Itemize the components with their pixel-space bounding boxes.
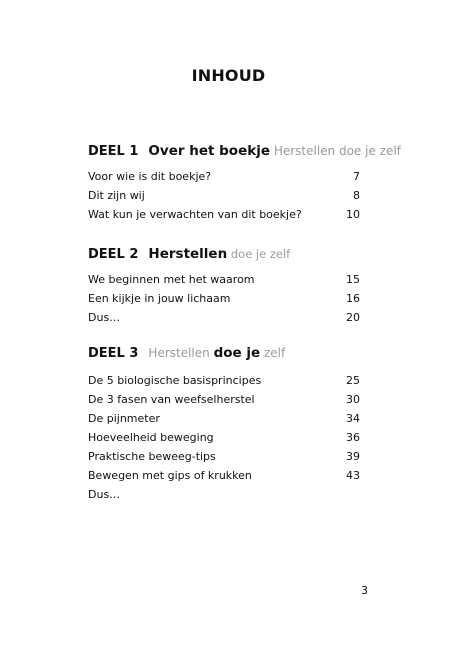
- toc-entry-page: 36: [346, 431, 360, 444]
- toc-entry-page: 25: [346, 374, 360, 387]
- section-number: DEEL 3: [88, 346, 139, 361]
- toc-entry-page: 15: [346, 273, 360, 286]
- toc-entry-page: 16: [346, 292, 360, 305]
- section-title: [148, 143, 400, 159]
- section-title: [148, 246, 290, 262]
- toc-entry-page: 8: [353, 189, 360, 202]
- toc-section-2: [88, 246, 360, 327]
- section-number: DEEL 2: [88, 247, 139, 262]
- toc-entry-label: Praktische beweeg-tips: [88, 450, 216, 463]
- toc-entry[interactable]: [88, 466, 360, 485]
- toc-entry-label: Dit zijn wij: [88, 189, 145, 202]
- toc-entry[interactable]: [88, 485, 360, 504]
- toc-entry-label: Hoeveelheid beweging: [88, 431, 214, 444]
- toc-entry-label: De 3 fasen van weefselherstel: [88, 393, 255, 406]
- toc-entry-page: 34: [346, 412, 360, 425]
- section-heading: [88, 246, 360, 262]
- section-title-muted: doe je zelf: [227, 247, 291, 261]
- toc-entry-label: De 5 biologische basisprincipes: [88, 374, 262, 387]
- toc-entry-page: 20: [346, 311, 360, 324]
- section-title-bold: Herstellen: [148, 246, 228, 262]
- toc-entry[interactable]: [88, 447, 360, 466]
- section-number: DEEL 1: [88, 144, 139, 159]
- toc-entry-label: We beginnen met het waarom: [88, 273, 255, 286]
- toc-entry-label: Wat kun je verwachten van dit boekje?: [88, 208, 302, 221]
- toc-entry-page: 7: [353, 170, 360, 183]
- toc-section-1: [88, 143, 401, 224]
- section-title-muted: zelf: [260, 346, 286, 360]
- toc-section-3: [88, 345, 360, 504]
- toc-entry-page: 43: [346, 469, 360, 482]
- toc-entry[interactable]: [88, 167, 360, 186]
- section-title-muted: Herstellen: [148, 346, 214, 360]
- toc-entry-page: 30: [346, 393, 360, 406]
- toc-entry-label: Dus…: [88, 488, 121, 501]
- toc-entry-label: Dus…: [88, 311, 121, 324]
- toc-entry-label: Een kijkje in jouw lichaam: [88, 292, 231, 305]
- toc-entry-label: Bewegen met gips of krukken: [88, 469, 252, 482]
- toc-entry[interactable]: [88, 289, 360, 308]
- toc-entry[interactable]: [88, 270, 360, 289]
- section-title-bold: doe je: [213, 345, 261, 361]
- toc-entry[interactable]: [88, 308, 360, 327]
- section-heading: [88, 143, 401, 159]
- toc-entry[interactable]: [88, 428, 360, 447]
- toc-entry[interactable]: [88, 390, 360, 409]
- toc-entry[interactable]: [88, 186, 360, 205]
- toc-entry-page: 39: [346, 450, 360, 463]
- toc-entry[interactable]: [88, 205, 360, 224]
- toc-entry-label: De pijnmeter: [88, 412, 160, 425]
- toc-entry[interactable]: [88, 409, 360, 428]
- toc-entry-label: Voor wie is dit boekje?: [88, 170, 212, 183]
- section-title-muted: Herstellen doe je zelf: [270, 144, 401, 158]
- section-title-bold: Over het boekje: [148, 143, 270, 159]
- page-number: 3: [361, 584, 368, 597]
- page-title: INHOUD: [191, 66, 266, 85]
- toc-entry-page: 10: [346, 208, 360, 221]
- section-heading: [88, 345, 360, 361]
- toc-entry[interactable]: [88, 371, 360, 390]
- section-title: [148, 345, 285, 361]
